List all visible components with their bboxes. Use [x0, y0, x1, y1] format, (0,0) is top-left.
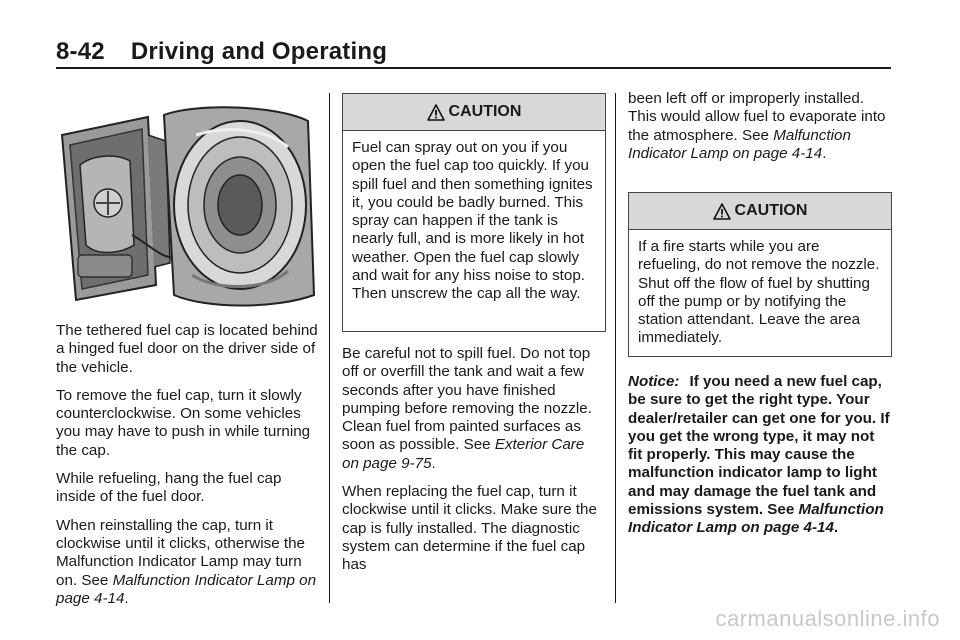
column-divider-1	[329, 93, 330, 603]
paragraph: When reinstalling the cap, turn it clockwise until it clicks, otherwise the Malfunction Indicator Lamp may turn on. See Malfunction Indicator Lamp on page 4-14.	[56, 516, 317, 607]
caution-label: CAUTION	[448, 103, 522, 120]
page-number: 8-42	[56, 38, 105, 65]
column-3	[628, 90, 891, 173]
column-divider-2	[615, 93, 616, 603]
caution-label: CAUTION	[734, 202, 808, 219]
warning-icon	[713, 203, 731, 220]
header-rule	[56, 67, 891, 69]
paragraph: To remove the fuel cap, turn it slowly counterclockwise. On some vehicles you may have to push in while turning the cap.	[56, 386, 311, 459]
column-1	[56, 322, 321, 618]
caution-box	[628, 192, 892, 357]
page-header	[56, 38, 387, 66]
caution-header	[343, 94, 605, 131]
cross-reference-link[interactable]: Exterior Care on page 9-75	[342, 436, 585, 472]
section-title: Driving and Operating	[130, 38, 388, 65]
paragraph: Be careful not to spill fuel. Do not top off or overfill the tank and wait a few seconds after you have finished pumping before removing the nozzle. Clean fuel from painted surfaces as soon as possible. See Exterior Care on page 9-75.	[342, 345, 592, 472]
caution-box	[342, 93, 606, 332]
caution-text: If a fire starts while you are refueling, do not remove the nozzle. Shut off the flow of fuel by shutting off the pump or by notifying the station attendant. Leave the area immediately.	[638, 238, 880, 347]
caution-text: Fuel can spray out on you if you open the fuel cap too quickly. If you spill fuel and then something ignites it, you could be badly burned. This spray can happen if the tank is nearly full, and is more likely in hot weather. Open the fuel cap slowly and wait for any hiss noise to stop. Then unscrew the cap all the way.	[352, 139, 593, 303]
paragraph: The tethered fuel cap is located behind a hinged fuel door on the driver side of the vehicle.	[56, 322, 318, 376]
column-2	[342, 345, 604, 585]
cross-reference-link[interactable]: Malfunction Indicator Lamp on page 4-14	[628, 126, 851, 162]
notice-label: Notice:	[628, 373, 680, 390]
paragraph: When replacing the fuel cap, turn it clockwise until it clicks. Make sure the cap is fully installed. The diagnostic system can determine if the fuel cap has	[342, 483, 597, 574]
cross-reference-link[interactable]: Malfunction Indicator Lamp on page 4-14	[628, 501, 884, 537]
fuel-door-illustration	[56, 95, 318, 313]
paragraph: been left off or improperly installed. This would allow fuel to evaporate into the atmosphere. See Malfunction Indicator Lamp on page 4-14.	[628, 90, 886, 162]
warning-icon	[427, 104, 445, 121]
caution-header	[629, 193, 891, 230]
notice-block: Notice: If you need a new fuel cap, be sure to get the right type. Your dealer/retailer can get one for you. If you get the wrong type, it may not fit properly. This may cause the malfunction indicator lamp to light and may damage the fuel tank and emissions system. See Malfunction Indicator Lamp on page 4-14.	[628, 373, 890, 537]
paragraph: While refueling, hang the fuel cap inside of the fuel door.	[56, 470, 282, 506]
watermark: carmanualsonline.info	[715, 606, 940, 631]
cross-reference-link[interactable]: Malfunction Indicator Lamp on page 4-14	[56, 571, 317, 607]
